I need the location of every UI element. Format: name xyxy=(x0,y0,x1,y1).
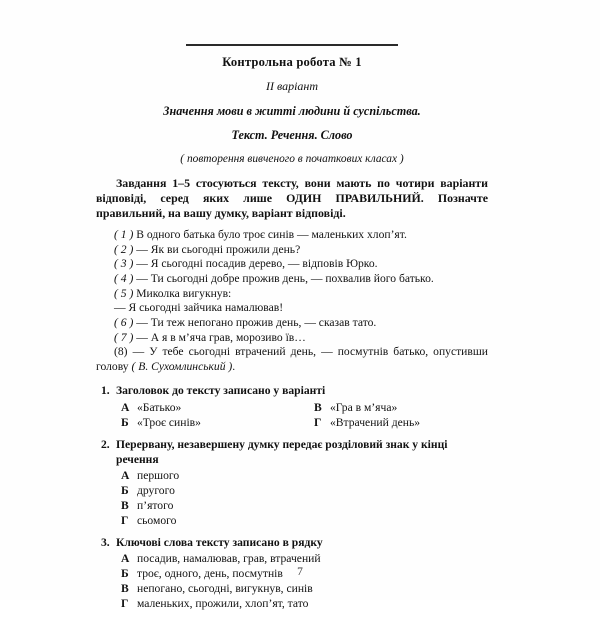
option-letter: В xyxy=(121,498,129,512)
option-letter: Б xyxy=(121,567,129,581)
question-1-text: Заголовок до тексту записано у варіанті xyxy=(116,384,326,398)
question-1-option-b[interactable] xyxy=(121,415,314,430)
option-text: «Батько» xyxy=(137,400,182,414)
option-text: першого xyxy=(137,468,180,482)
question-1-option-a[interactable] xyxy=(121,400,314,415)
topic-heading: Значення мови в житті людини й суспільства. xyxy=(163,103,421,118)
passage-line xyxy=(96,257,488,272)
passage-line xyxy=(96,316,488,331)
sentence-number: ( 5 ) xyxy=(114,286,134,300)
option-letter: Б xyxy=(121,415,129,429)
question-3-options xyxy=(96,551,488,611)
passage-line-dialogue xyxy=(96,301,488,316)
option-letter: А xyxy=(121,400,130,414)
option-letter: А xyxy=(121,468,130,482)
option-letter: Б xyxy=(121,483,129,497)
sentence-text: Миколка вигукнув: xyxy=(133,286,232,300)
passage-line xyxy=(96,345,488,374)
question-3-option-a[interactable] xyxy=(121,551,488,566)
sentence-text: — Я сьогодні зайчика намалював! xyxy=(114,301,284,315)
sentence-number: ( 2 ) xyxy=(114,242,134,256)
instruction-paragraph: Завдання 1–5 стосуються тексту, вони мають по чотири варіанти відповіді, серед яких лише ОДИН ПРАВИЛЬНИЙ. Позначте правильний, на вашу думку, варіант відповіді. xyxy=(96,175,488,221)
question-1-header xyxy=(96,383,488,398)
passage-line xyxy=(96,331,488,346)
question-1-option-g[interactable] xyxy=(314,415,488,430)
question-2-option-g[interactable] xyxy=(121,513,488,528)
question-3-option-v[interactable] xyxy=(121,581,488,596)
option-text: непогано, сьогодні, вигукнув, синів xyxy=(137,582,313,596)
sentence-number: ( 7 ) xyxy=(114,330,134,344)
sentence-number: ( 1 ) xyxy=(114,227,134,241)
subtopic-heading: Текст. Речення. Слово xyxy=(231,127,353,142)
sentence-text: — Ти теж непогано прожив день, — сказав тато. xyxy=(133,315,377,329)
option-letter: Г xyxy=(121,597,129,611)
question-1-options xyxy=(96,400,488,430)
option-letter: Г xyxy=(314,415,322,429)
question-3-text: Ключові слова тексту записано в рядку xyxy=(116,536,323,550)
passage-line xyxy=(96,228,488,243)
sentence-number: ( 4 ) xyxy=(114,271,134,285)
sentence-text: — У тебе сьогодні втрачений день, — посмутнів батько, опустивши голову xyxy=(96,345,488,373)
question-2-option-v[interactable] xyxy=(121,498,488,513)
question-3-number: 3. xyxy=(101,536,110,550)
question-3-option-g[interactable] xyxy=(121,596,488,611)
option-text: маленьких, прожили, хлоп’ят, тато xyxy=(137,597,309,611)
sentence-number: ( 3 ) xyxy=(114,257,134,271)
passage-line xyxy=(96,272,488,287)
question-1 xyxy=(96,383,488,429)
question-1-option-v[interactable] xyxy=(314,400,488,415)
variant-label: II варіант xyxy=(265,78,319,93)
option-text: троє, одного, день, посмутнів xyxy=(137,567,283,581)
option-letter: Г xyxy=(121,513,129,527)
sentence-text: — Як ви сьогодні прожили день? xyxy=(133,242,301,256)
question-2 xyxy=(96,437,488,528)
option-text: посадив, намалював, грав, втрачений xyxy=(137,552,321,566)
option-text: «Троє синів» xyxy=(137,415,201,429)
option-text: «Гра в м’яча» xyxy=(330,400,398,414)
option-text: сьомого xyxy=(137,513,177,527)
sentence-text: В одного батька було троє синів — маленьких хлоп’ят. xyxy=(133,227,407,241)
sentence-text: — Ти сьогодні добре прожив день, — похвалив його батько. xyxy=(133,271,434,285)
option-text: п’ятого xyxy=(137,498,174,512)
question-2-options xyxy=(96,468,488,528)
question-1-number: 1. xyxy=(101,384,110,398)
question-2-text: Перервану, незавершену думку передає розділовий знак у кінці речення xyxy=(116,437,448,466)
option-text: «Втрачений день» xyxy=(330,415,421,429)
option-letter: В xyxy=(314,400,322,414)
option-letter: А xyxy=(121,552,130,566)
sentence-text: — Я сьогодні посадив дерево, — відповів Юрко. xyxy=(133,257,378,271)
passage-line xyxy=(96,243,488,258)
page-number: 7 xyxy=(297,566,303,578)
page-title: Контрольна робота № 1 xyxy=(222,54,362,69)
question-2-option-b[interactable] xyxy=(121,483,488,498)
question-3-header xyxy=(96,535,488,550)
option-text: другого xyxy=(137,483,175,497)
sentence-text: — А я в м’яча грав, морозиво їв… xyxy=(133,330,306,344)
passage-source: ( В. Сухомлинський ) xyxy=(131,359,233,373)
header-divider-rule xyxy=(186,44,398,46)
question-2-number: 2. xyxy=(101,437,110,451)
page-content xyxy=(96,44,488,618)
reading-passage xyxy=(96,228,488,375)
passage-line xyxy=(96,287,488,302)
sentence-number: ( 6 ) xyxy=(114,315,134,329)
question-2-option-a[interactable] xyxy=(121,468,488,483)
passage-source-tail: . xyxy=(232,359,236,373)
option-letter: В xyxy=(121,582,129,596)
topic-note: ( повторення вивченого в початкових класах ) xyxy=(180,152,404,165)
sentence-number: (8) xyxy=(114,345,128,359)
question-2-header xyxy=(96,437,488,467)
